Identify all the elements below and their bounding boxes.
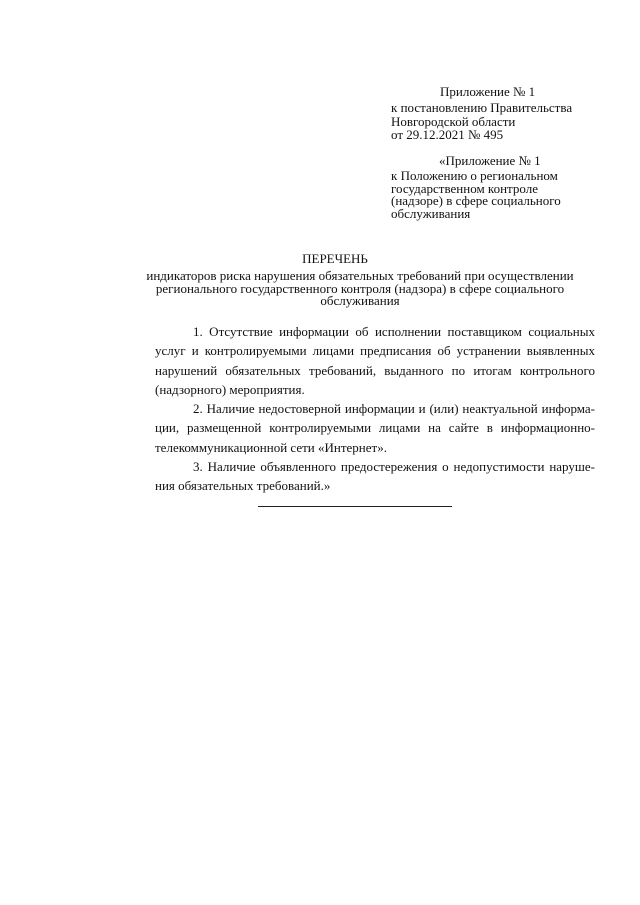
decree-line: Новгородской области xyxy=(391,113,516,129)
decree-line: к постановлению Правительства xyxy=(391,100,573,115)
regulation-line: государственном контроле xyxy=(391,180,538,196)
regulation-line: к Положению о региональном xyxy=(391,168,558,183)
inner-annex-title: «Приложение № 1 xyxy=(439,153,541,168)
decree-line: от 29.12.2021 № 495 xyxy=(391,127,504,142)
document-subtitle xyxy=(110,270,610,308)
paragraph-line: нарушений обязательных требований, выданного по итогам контрольного xyxy=(155,362,595,378)
regulation-reference xyxy=(391,170,621,220)
paragraph-line: ния обязательных требований.» xyxy=(155,478,331,494)
annex-title: Приложение № 1 xyxy=(440,84,536,99)
regulation-line: обслуживания xyxy=(391,205,471,221)
document-title: ПЕРЕЧЕНЬ xyxy=(302,251,368,266)
paragraph-line: 2. Наличие недостоверной информации и (или) неактуальной информа- xyxy=(193,401,595,417)
paragraph-line: 3. Наличие объявленного предостережения о недопустимости наруше- xyxy=(193,459,595,475)
separator-line xyxy=(258,506,452,507)
paragraph-line: ции, размещенной контролируемыми лицами на сайте в информационно- xyxy=(155,420,595,436)
paragraph-line: 1. Отсутствие информации об исполнении поставщиком социальных xyxy=(193,324,595,339)
decree-reference xyxy=(391,101,621,142)
paragraph-line: (надзорного) мероприятия. xyxy=(155,381,305,397)
paragraph-3 xyxy=(117,457,595,496)
document-body xyxy=(117,322,595,496)
subtitle-line: обслуживания xyxy=(320,293,400,308)
paragraph-line: телекоммуникационной сети «Интернет». xyxy=(155,439,387,455)
regulation-line: (надзоре) в сфере социального xyxy=(391,193,561,208)
paragraph-2 xyxy=(117,399,595,457)
subtitle-line: индикаторов риска нарушения обязательных требований при осуществлении xyxy=(146,268,574,283)
paragraph-line: услуг и контролируемыми лицами предписания об устранении выявленных xyxy=(155,343,595,359)
subtitle-line: регионального государственного контроля (надзора) в сфере социального xyxy=(155,280,565,296)
paragraph-1 xyxy=(117,322,595,399)
